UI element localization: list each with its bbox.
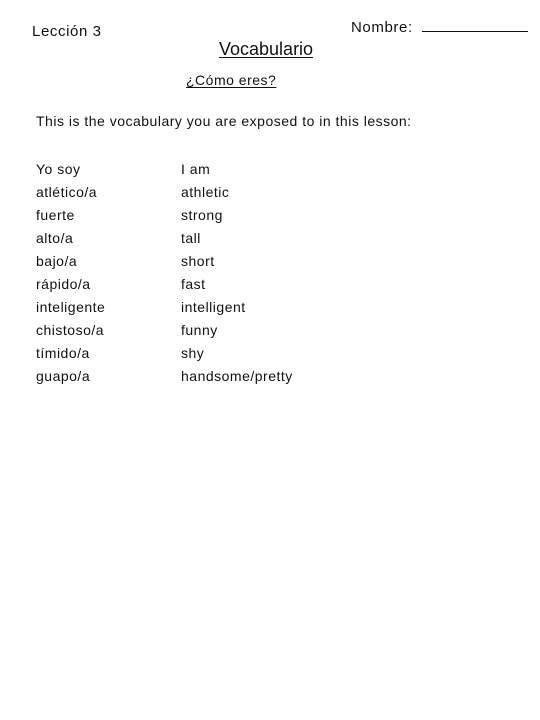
vocabulary-list (36, 157, 376, 387)
vocab-spanish: tímido/a (36, 344, 90, 361)
vocab-spanish: fuerte (36, 206, 75, 223)
vocab-english: athletic (181, 183, 230, 200)
name-blank-line[interactable] (422, 19, 528, 32)
vocab-english: tall (181, 229, 201, 246)
vocab-spanish: inteligente (36, 298, 106, 315)
vocab-row (36, 226, 376, 249)
vocab-row (36, 157, 376, 180)
vocab-spanish: bajo/a (36, 252, 78, 269)
vocab-english: shy (181, 344, 205, 361)
intro-text: This is the vocabulary you are exposed to in this lesson: (36, 113, 412, 129)
vocab-english: strong (181, 206, 223, 223)
vocab-row (36, 364, 376, 387)
vocab-english: fast (181, 275, 206, 292)
lesson-number: Lección 3 (32, 23, 102, 40)
page-title: Vocabulario (219, 39, 314, 59)
vocab-row (36, 272, 376, 295)
vocab-spanish: chistoso/a (36, 321, 105, 338)
vocab-row (36, 180, 376, 203)
vocab-english: funny (181, 321, 218, 338)
vocab-english: intelligent (181, 298, 246, 315)
page-subtitle: ¿Cómo eres? (186, 72, 277, 88)
vocab-spanish: rápido/a (36, 275, 91, 292)
vocab-row (36, 203, 376, 226)
vocab-spanish: guapo/a (36, 367, 91, 384)
vocab-row (36, 341, 376, 364)
name-field (351, 19, 528, 36)
vocab-row (36, 295, 376, 318)
name-label: Nombre: (351, 19, 413, 36)
vocab-row (36, 249, 376, 272)
vocab-row (36, 318, 376, 341)
vocab-spanish: atlético/a (36, 183, 98, 200)
vocab-spanish: alto/a (36, 229, 74, 246)
vocab-english: I am (181, 160, 211, 177)
vocab-english: handsome/pretty (181, 367, 293, 384)
vocab-english: short (181, 252, 215, 269)
vocab-spanish: Yo soy (36, 160, 81, 177)
